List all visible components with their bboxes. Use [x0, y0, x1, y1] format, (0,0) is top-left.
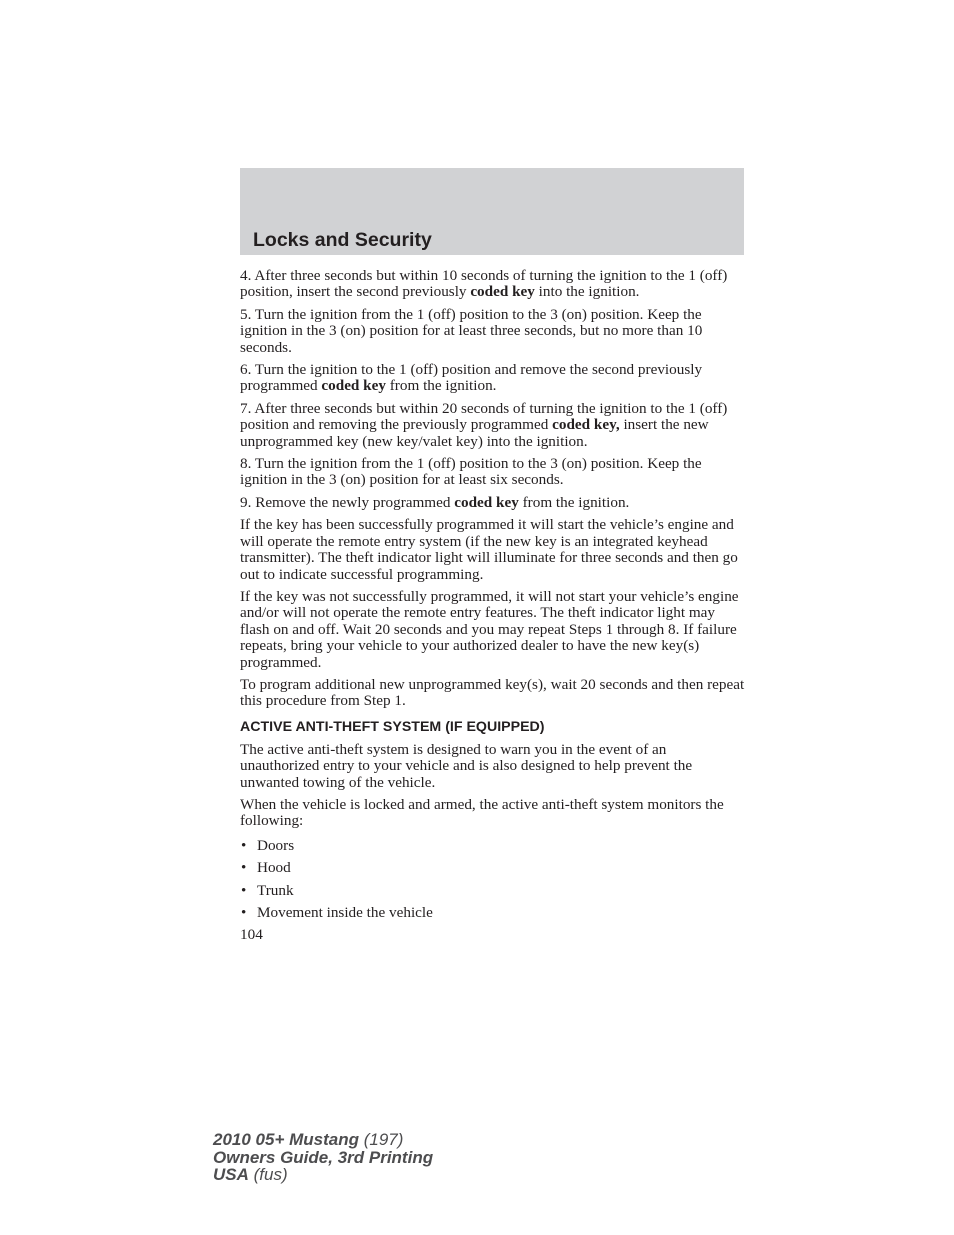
bullet-dot-icon: •: [241, 836, 247, 854]
list-item-text: Doors: [257, 836, 295, 854]
section-title: Locks and Security: [253, 229, 432, 251]
programming-notes: [240, 517, 746, 709]
list-item-text: Hood: [257, 859, 291, 877]
footer-line-model: 2010 05+ Mustang (197): [213, 1130, 404, 1149]
list-item-text: Movement inside the vehicle: [257, 904, 433, 921]
body-paragraph: If the key has been successfully programmed it will start the vehicle’s engine and will operate the remote entry system (if the new key is an integrated keyhead transmitter). The theft indicator light will illuminate for three seconds and then go out to indicate successful programming.: [240, 516, 738, 583]
footer-line-market: USA (fus): [213, 1165, 288, 1184]
monitored-items-list: [240, 838, 746, 922]
list-item: [240, 860, 746, 876]
step-item: 7. After three seconds but within 20 seconds of turning the ignition to the 1 (off) position and removing the previously programmed coded key, insert the new unprogrammed key (new key/valet key) into the ignition.: [240, 399, 728, 450]
bullet-dot-icon: •: [241, 904, 247, 921]
page-body: [240, 268, 746, 944]
anti-theft-description: [240, 742, 746, 830]
page-number: 104: [240, 926, 263, 944]
step-item: 6. Turn the ignition to the 1 (off) position and remove the second previously programmed coded key from the ignition.: [240, 361, 703, 395]
bullet-dot-icon: •: [241, 881, 247, 899]
list-item: [240, 905, 746, 921]
body-paragraph: To program additional new unprogrammed key(s), wait 20 seconds and then repeat this procedure from Step 1.: [240, 675, 745, 710]
step-item: 5. Turn the ignition from the 1 (off) position to the 3 (on) position. Keep the ignition in the 3 (on) position for at least three seconds, but no more than 10 seconds.: [240, 305, 703, 356]
body-paragraph: If the key was not successfully programmed, it will not start your vehicle’s engine and/or will not operate the remote entry features. The theft indicator light may flash on and off. Wait 20 seconds and you may repeat Steps 1 through 8. If failure repeats, bring your vehicle to your authorized dealer to have the new key(s) programmed.: [240, 587, 739, 671]
step-item: 4. After three seconds but within 10 seconds of turning the ignition to the 1 (off) position, insert the second previously coded key into the ignition.: [240, 267, 728, 301]
section-paragraph: When the vehicle is locked and armed, the active anti-theft system monitors the following:: [240, 795, 724, 830]
list-item: [240, 838, 746, 854]
section-header-band: [240, 168, 744, 255]
footer-line-guide: Owners Guide, 3rd Printing: [213, 1147, 434, 1167]
anti-theft-heading: ACTIVE ANTI-THEFT SYSTEM (IF EQUIPPED): [240, 718, 545, 735]
programming-steps: [240, 268, 746, 511]
list-item: [240, 883, 746, 899]
document-footer: [213, 1131, 433, 1184]
list-item-text: Trunk: [257, 881, 294, 899]
bullet-dot-icon: •: [241, 859, 247, 877]
step-item: 8. Turn the ignition from the 1 (off) position to the 3 (on) position. Keep the ignition in the 3 (on) position for at least six seconds.: [240, 455, 702, 489]
step-item: 9. Remove the newly programmed coded key from the ignition.: [240, 493, 630, 511]
section-paragraph: The active anti-theft system is designed to warn you in the event of an unauthorized entry to your vehicle and is also designed to help prevent the unwanted towing of the vehicle.: [240, 740, 693, 791]
